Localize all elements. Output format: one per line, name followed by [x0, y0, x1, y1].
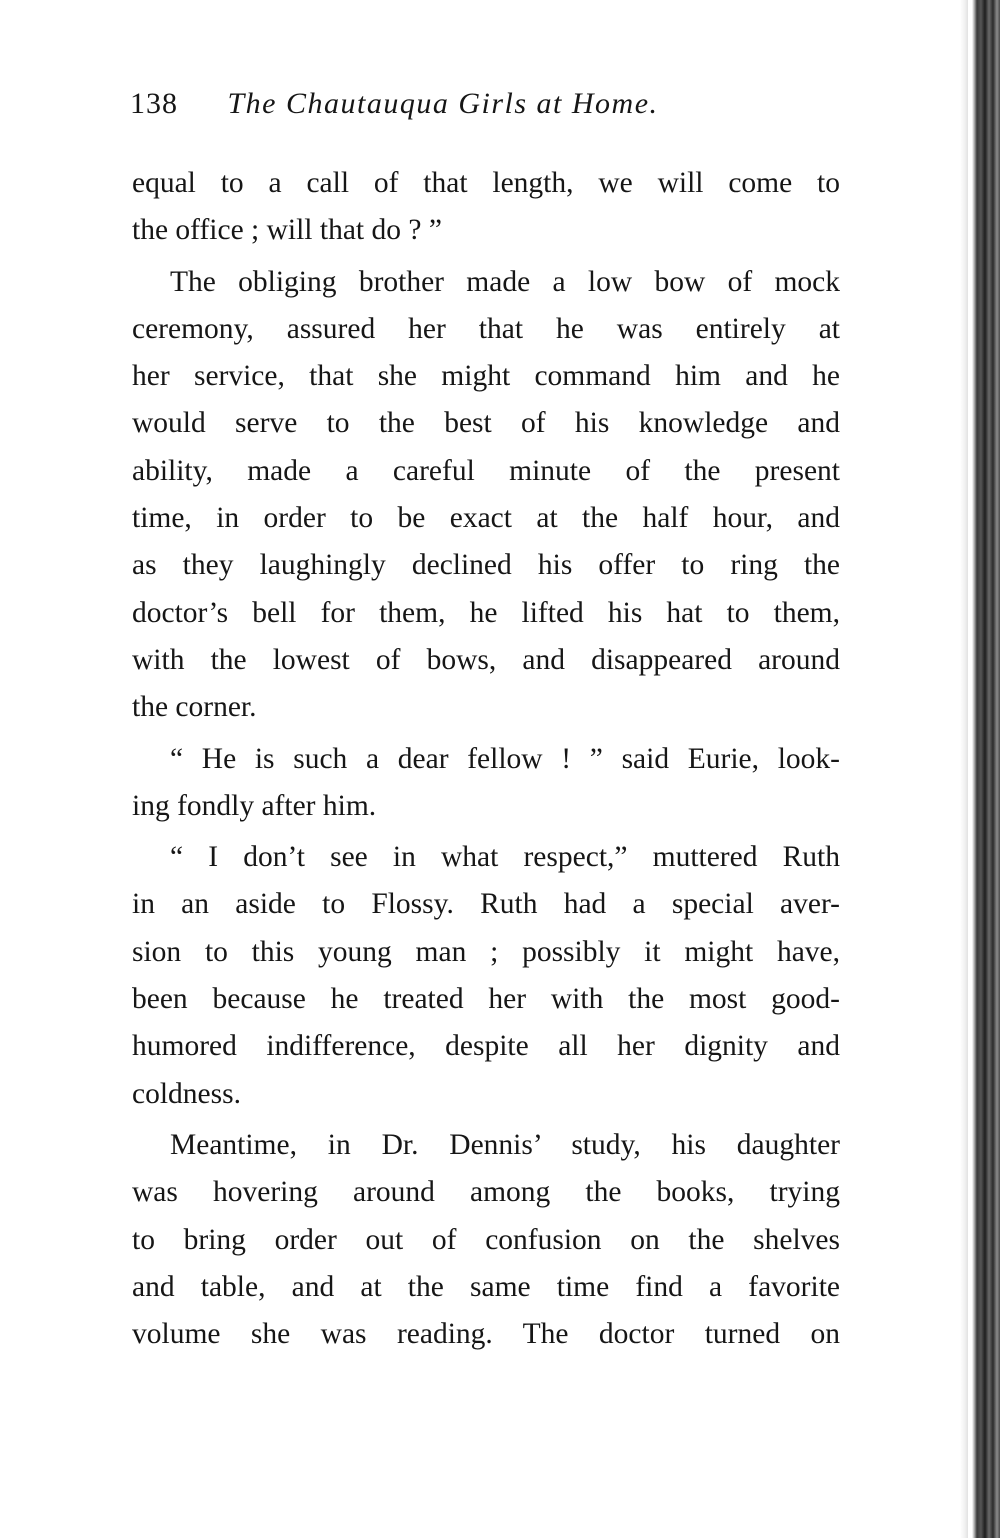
text-line: as they laughingly declined his offer to ring the — [132, 549, 840, 582]
text-line: Meantime, in Dr. Dennis’ study, his daughter — [170, 1128, 840, 1161]
text-line: been because he treated her with the most good- — [132, 983, 840, 1016]
text-line: to bring order out of confusion on the shelves — [132, 1223, 840, 1256]
text-line: doctor’s bell for them, he lifted his hat to them, — [132, 596, 840, 629]
text-line: sion to this young man ; possibly it might have, — [132, 935, 840, 968]
text-line: the corner. — [132, 691, 257, 724]
text-line: would serve to the best of his knowledge and — [132, 407, 840, 440]
page-number: 138 — [130, 87, 178, 120]
paragraph — [132, 1122, 840, 1358]
text-line: coldness. — [132, 1077, 241, 1110]
text-line: with the lowest of bows, and disappeared around — [132, 643, 840, 676]
text-line: ing fondly after him. — [132, 789, 377, 822]
text-line: and table, and at the same time find a favorite — [132, 1270, 840, 1303]
text-line: her service, that she might command him and he — [132, 360, 840, 393]
text-line: The obliging brother made a low bow of mock — [170, 265, 840, 298]
binding-edge — [972, 0, 1000, 1538]
page-gutter-shadow — [960, 0, 968, 1538]
text-line: ability, made a careful minute of the present — [132, 454, 840, 487]
text-line: was hovering around among the books, trying — [132, 1176, 840, 1209]
text-line: humored indifference, despite all her dignity and — [132, 1030, 840, 1063]
text-line: “ He is such a dear fellow ! ” said Eurie, look- — [170, 742, 840, 775]
text-line: volume she was reading. The doctor turned on — [132, 1318, 840, 1351]
paragraph — [132, 160, 840, 255]
paragraph — [132, 736, 840, 831]
text-line: ceremony, assured her that he was entirely at — [132, 312, 840, 345]
text-line: in an aside to Flossy. Ruth had a special aver- — [132, 888, 840, 921]
paragraph — [132, 259, 840, 732]
text-line: “ I don’t see in what respect,” muttered Ruth — [170, 841, 840, 874]
text-line: the office ; will that do ? ” — [132, 214, 442, 247]
book-title: The Chautauqua Girls at Home. — [227, 87, 659, 120]
text-line: time, in order to be exact at the half hour, and — [132, 502, 840, 535]
paragraph — [132, 834, 840, 1118]
body-text — [132, 160, 840, 1358]
running-head — [130, 84, 770, 124]
text-line: equal to a call of that length, we will come to — [132, 167, 840, 199]
